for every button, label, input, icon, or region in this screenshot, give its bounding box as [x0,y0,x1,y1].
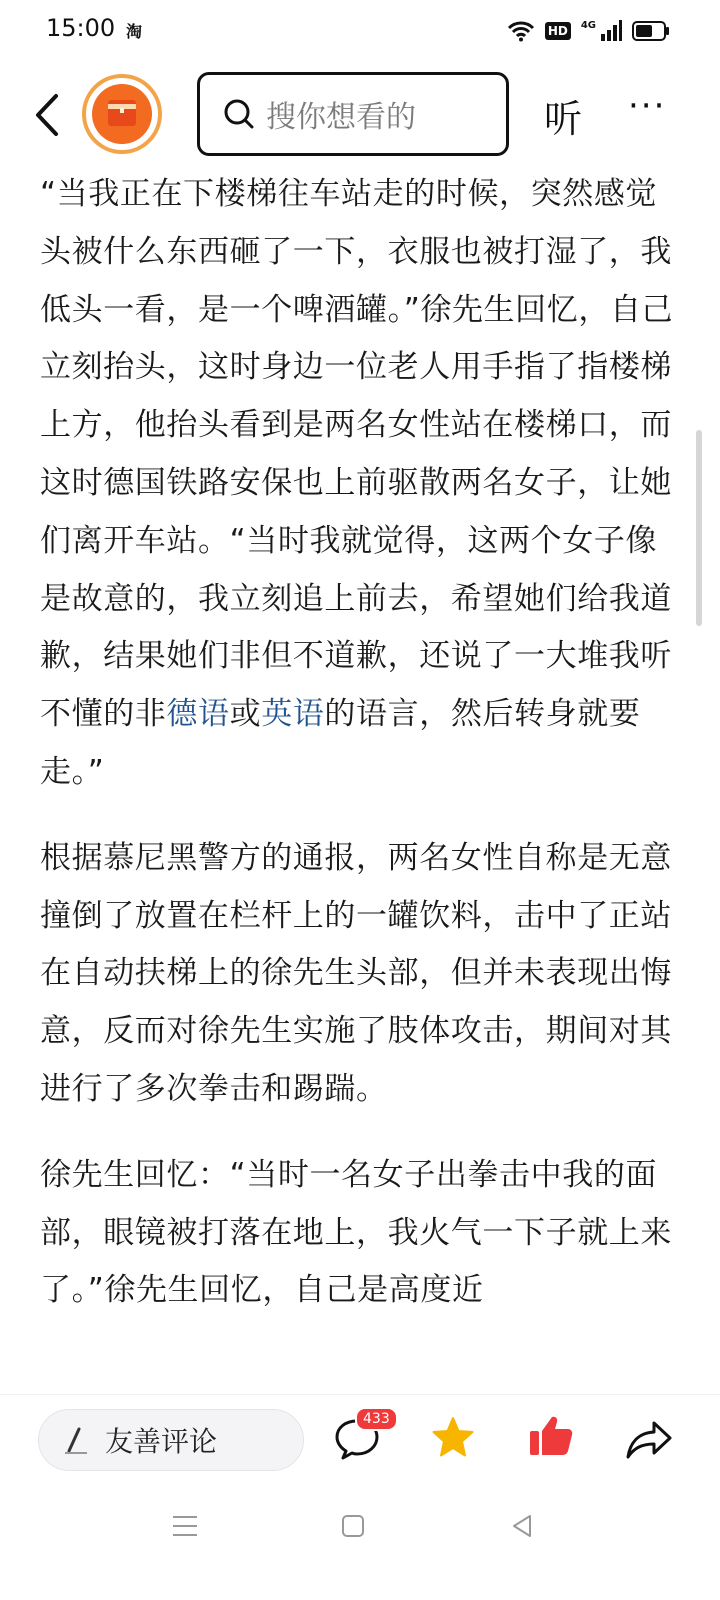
status-icons [507,14,670,48]
listen-button[interactable]: 听 [544,97,583,141]
hd-icon: HD [545,22,571,40]
recent-apps-icon[interactable] [170,1512,200,1540]
paragraph-text: 或 [229,696,262,733]
avatar[interactable] [82,74,162,154]
status-bar [0,0,720,62]
paragraph-text: “当我正在下楼梯往车站走的时候，突然感觉头被什么东西砸了一下，衣服也被打湿了，我低头一看，是一个啤酒罐。”徐先生回忆，自己立刻抬头，这时身边一位老人用手指了指楼梯上方，他抬头看到是两名女性站在楼梯口，而这时德国铁路安保也上前驱散两名女子，让她们离开车站。“当时我就觉得，这两个女子像是故意的，我立刻追上前去，希望她们给我道歉，结果她们非但不道歉，还说了一大堆我听不懂的非 [40,176,674,733]
article-paragraph [40,166,680,802]
signal-icon [600,20,622,42]
avatar-icon [92,84,152,144]
status-time: 15:00 [46,14,116,42]
share-arrow-icon[interactable] [624,1417,674,1461]
article-content [40,166,680,1394]
link-german[interactable]: 德语 [166,696,230,733]
system-back-icon[interactable] [508,1512,536,1540]
article-paragraph: 徐先生回忆：“当时一名女子出拳击中我的面部，眼镜被打落在地上，我火气一下子就上来了。”徐先生回忆，自己是高度近 [40,1156,672,1309]
back-arrow-icon[interactable] [26,88,74,142]
taobao-notification-icon: 淘 [126,22,143,41]
star-icon[interactable] [430,1415,476,1461]
system-nav-bar [0,1486,720,1600]
pen-icon [61,1425,91,1455]
network-type-label: 4G [580,19,596,31]
battery-icon [632,21,670,41]
thumbs-up-icon[interactable] [528,1413,574,1459]
search-icon [222,97,256,131]
home-icon[interactable] [339,1512,367,1540]
scrollbar-thumb[interactable] [696,430,702,626]
search-box[interactable] [197,72,509,156]
search-placeholder: 搜你想看的 [266,100,416,135]
action-bar [0,1394,720,1487]
comment-count-badge: 433 [355,1407,398,1431]
comment-placeholder: 友善评论 [105,1425,218,1458]
comment-input[interactable] [38,1409,304,1471]
article-paragraph: 根据慕尼黑警方的通报，两名女性自称是无意撞倒了放置在栏杆上的一罐饮料，击中了正站在自动扶梯上的徐先生头部，但并未表现出悔意，反而对徐先生实施了肢体攻击，期间对其进行了多次拳击和踢踹。 [40,839,672,1107]
paragraph-text: 的语言，然后转身就要走。” [40,696,641,790]
link-english[interactable]: 英语 [261,696,325,733]
more-options-icon[interactable]: ··· [628,86,667,126]
wifi-icon [507,20,535,42]
top-nav [0,66,720,166]
